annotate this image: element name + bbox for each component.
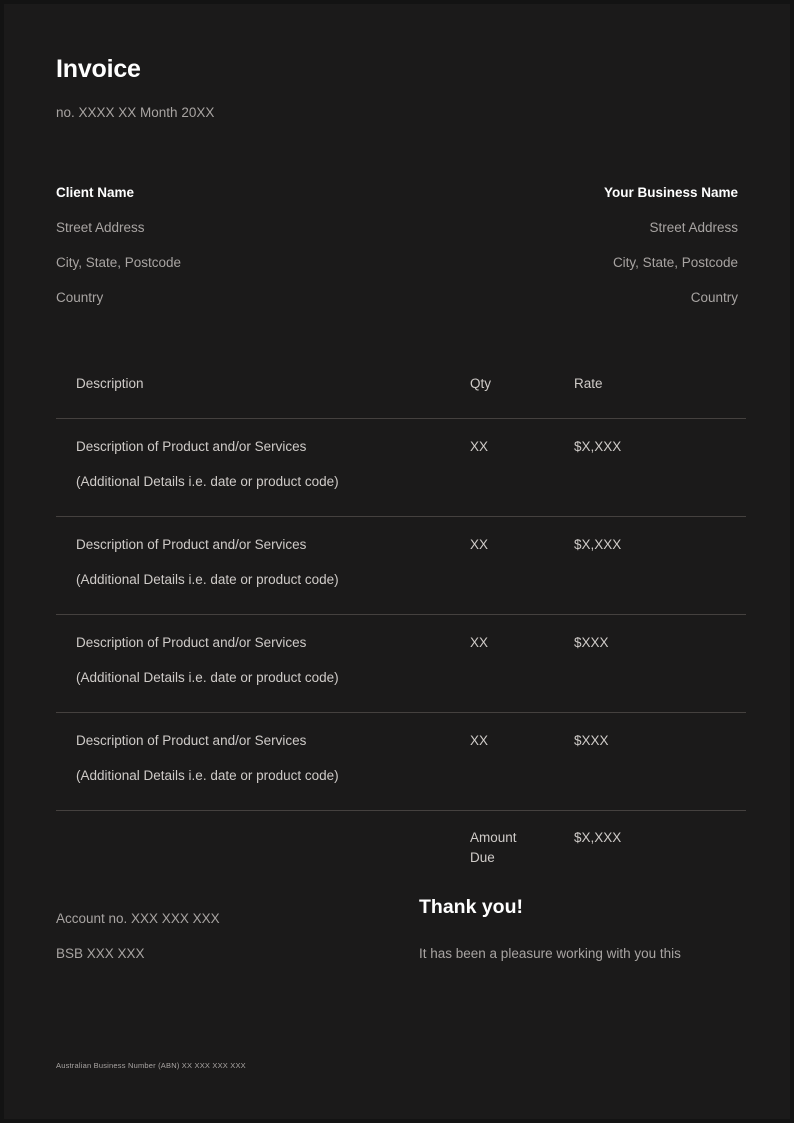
abn-line: Australian Business Number (ABN) XX XXX XXX XXX: [56, 1061, 246, 1070]
client-address-block: [56, 175, 181, 315]
amount-due-label: Amount Due: [470, 830, 517, 865]
payment-details-block: [56, 901, 220, 971]
business-city: City, State, Postcode: [612, 255, 738, 270]
line-item-details: (Additional Details i.e. date or product code): [76, 572, 339, 587]
line-item-qty: XX: [470, 635, 489, 650]
line-item-qty: XX: [470, 439, 489, 454]
line-item-description: Description of Product and/or Services: [76, 733, 307, 748]
table-row: [56, 615, 746, 713]
line-item-details: (Additional Details i.e. date or product code): [76, 768, 339, 783]
client-country: Country: [56, 290, 104, 305]
business-country: Country: [690, 290, 738, 305]
line-item-details: (Additional Details i.e. date or product code): [76, 474, 339, 489]
client-city: City, State, Postcode: [56, 255, 182, 270]
bsb-number: BSB XXX XXX: [56, 946, 145, 961]
client-name: Client Name: [56, 185, 135, 200]
line-item-description: Description of Product and/or Services: [76, 537, 307, 552]
line-item-qty: XX: [470, 537, 489, 552]
line-item-qty: XX: [470, 733, 489, 748]
table-row: [56, 419, 746, 517]
table-row: [56, 713, 746, 811]
table-row: [56, 517, 746, 615]
amount-due-value: $X,XXX: [574, 830, 622, 845]
line-item-rate: $X,XXX: [574, 439, 622, 454]
line-item-rate: $XXX: [574, 635, 609, 650]
thank-you-title: Thank you!: [419, 896, 524, 918]
business-street: Street Address: [649, 220, 738, 235]
business-address-block: [604, 175, 738, 315]
line-items-table: [56, 364, 746, 868]
line-item-description: Description of Product and/or Services: [76, 439, 307, 454]
amount-due-row: [56, 811, 746, 868]
line-item-rate: $XXX: [574, 733, 609, 748]
line-item-details: (Additional Details i.e. date or product code): [76, 670, 339, 685]
line-item-description: Description of Product and/or Services: [76, 635, 307, 650]
column-header-description: Description: [76, 376, 144, 391]
table-header-row: [56, 364, 746, 419]
line-item-rate: $X,XXX: [574, 537, 622, 552]
column-header-qty: Qty: [470, 376, 492, 391]
invoice-reference: no. XXXX XX Month 20XX: [56, 105, 215, 120]
column-header-rate: Rate: [574, 376, 603, 391]
business-name: Your Business Name: [603, 185, 738, 200]
account-number: Account no. XXX XXX XXX: [56, 911, 220, 926]
page-title: Invoice: [56, 55, 141, 83]
client-street: Street Address: [56, 220, 145, 235]
invoice-page: [4, 4, 790, 1119]
thank-you-message: It has been a pleasure working with you this: [419, 946, 681, 961]
